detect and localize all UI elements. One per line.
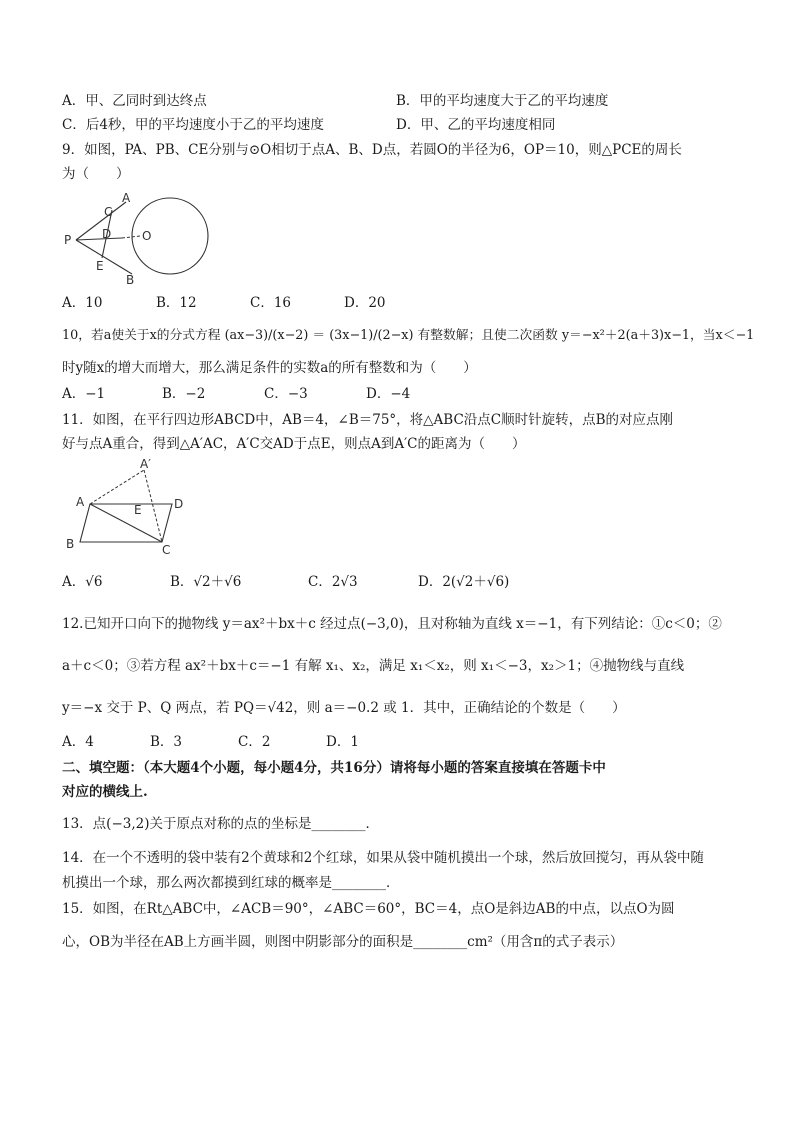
- q11-figure: [62, 456, 202, 564]
- q11-question-line2: 好与点A重合，得到△A′AC，A′C交AD于点E，则点A到A′C的距离为（ ）: [62, 436, 526, 452]
- label-p: P: [64, 233, 72, 247]
- q8-option-b: B．甲的平均速度大于乙的平均速度: [396, 93, 609, 109]
- q13-question: 13．点(−3,2)关于原点对称的点的坐标是________．: [62, 816, 379, 832]
- section-2-heading-line2: 对应的横线上.: [62, 784, 148, 800]
- q9-option-d: D．20: [344, 295, 386, 311]
- q14-question-line2: 机摸出一个球，那么两次都摸到红球的概率是________．: [62, 875, 400, 891]
- q12-option-a: A．4: [62, 734, 94, 750]
- tangent-pb: [76, 240, 132, 274]
- q11-option-b: B．√2＋√6: [170, 574, 242, 590]
- q12-option-c: C．2: [238, 734, 271, 750]
- line-do: [122, 236, 140, 238]
- q11-option-c: C．2√3: [308, 574, 358, 590]
- q9-option-a: A．10: [62, 295, 103, 311]
- q9-question-line2: 为（ ）: [62, 166, 130, 182]
- q8-option-a: A．甲、乙同时到达终点: [62, 93, 207, 109]
- label-a-prime: A′: [140, 457, 151, 471]
- q15-question-line1: 15．如图，在Rt△ABC中，∠ACB＝90°，∠ABC＝60°，BC＝4，点O是斜边AB的中点，以点O为圆: [62, 901, 675, 917]
- q15-question-line2: 心，OB为半径在AB上方画半圆，则图中阴影部分的面积是________cm²（用含π的式子表示）: [62, 934, 624, 950]
- dashed-aa1: [90, 470, 144, 504]
- q10-option-c: C．−3: [264, 386, 308, 402]
- q11-question-line1: 11．如图，在平行四边形ABCD中，AB＝4，∠B＝75°，将△ABC沿点C顺时针旋转，点B的对应点刚: [62, 412, 674, 428]
- label-b: B: [126, 273, 135, 287]
- q12-question-line3: y＝−x 交于 P、Q 两点，若 PQ＝√42，则 a＝−0.2 或 1．其中，正确结论的个数是（ ）: [62, 700, 626, 716]
- q11-option-a: A．√6: [62, 574, 103, 590]
- label-c: C: [162, 543, 171, 557]
- label-d: D: [174, 497, 184, 511]
- q8-option-c: C．后4秒，甲的平均速度小于乙的平均速度: [62, 117, 324, 133]
- q10-option-b: B．−2: [162, 386, 206, 402]
- q8-option-d: D．甲、乙的平均速度相同: [396, 117, 556, 133]
- q9-question-line1: 9．如图，PA、PB、CE分别与⊙O相切于点A、B、D点，若圆O的半径为6，OP＝10，则△PCE的周长: [62, 142, 682, 158]
- label-o: O: [142, 229, 152, 243]
- q14-question-line1: 14．在一个不透明的袋中装有2个黄球和2个红球，如果从袋中随机摸出一个球，然后放回搅匀，再从袋中随: [62, 850, 704, 866]
- label-e: E: [96, 259, 104, 273]
- q10-option-a: A．−1: [62, 386, 106, 402]
- label-b: B: [66, 537, 75, 551]
- q12-option-b: B．3: [150, 734, 183, 750]
- q10-question-line2: 时y随x的增大而增大，那么满足条件的实数a的所有整数和为（ ）: [62, 360, 477, 376]
- line-pd: [76, 238, 122, 240]
- tangent-pa: [76, 202, 126, 240]
- q12-option-d: D．1: [326, 734, 359, 750]
- q12-question-line2: a＋c＜0；③若方程 ax²＋bx＋c＝−1 有解 x₁、x₂，满足 x₁＜x₂，则 x₁＜−3，x₂＞1；④抛物线与直线: [62, 658, 685, 674]
- dashed-a1c: [144, 470, 162, 542]
- q10-option-d: D．−4: [366, 386, 411, 402]
- q9-figure: [62, 188, 222, 288]
- label-a: A: [122, 191, 131, 205]
- label-d: D: [102, 227, 112, 241]
- q12-question-line1: 12.已知开口向下的抛物线 y＝ax²＋bx＋c 经过点(−3,0)，且对称轴为直线 x＝−1，有下列结论：①c＜0；②: [62, 616, 722, 632]
- q11-option-d: D．2(√2＋√6): [418, 574, 510, 590]
- q9-option-b: B．12: [156, 295, 197, 311]
- label-e: E: [134, 503, 142, 517]
- q9-option-c: C．16: [250, 295, 292, 311]
- section-2-heading-line1: 二、填空题：（本大题4个小题，每小题4分，共16分）请将每小题的答案直接填在答题卡中: [62, 760, 606, 776]
- label-c: C: [104, 205, 113, 219]
- q10-question-line1: 10，若a使关于x的分式方程 (ax−3)/(x−2) ＝ (3x−1)/(2−x) 有整数解；且使二次函数 y＝−x²＋2(a＋3)x−1，当x＜−1: [62, 328, 755, 343]
- diagonal-ac: [90, 504, 162, 542]
- label-a: A: [76, 495, 85, 509]
